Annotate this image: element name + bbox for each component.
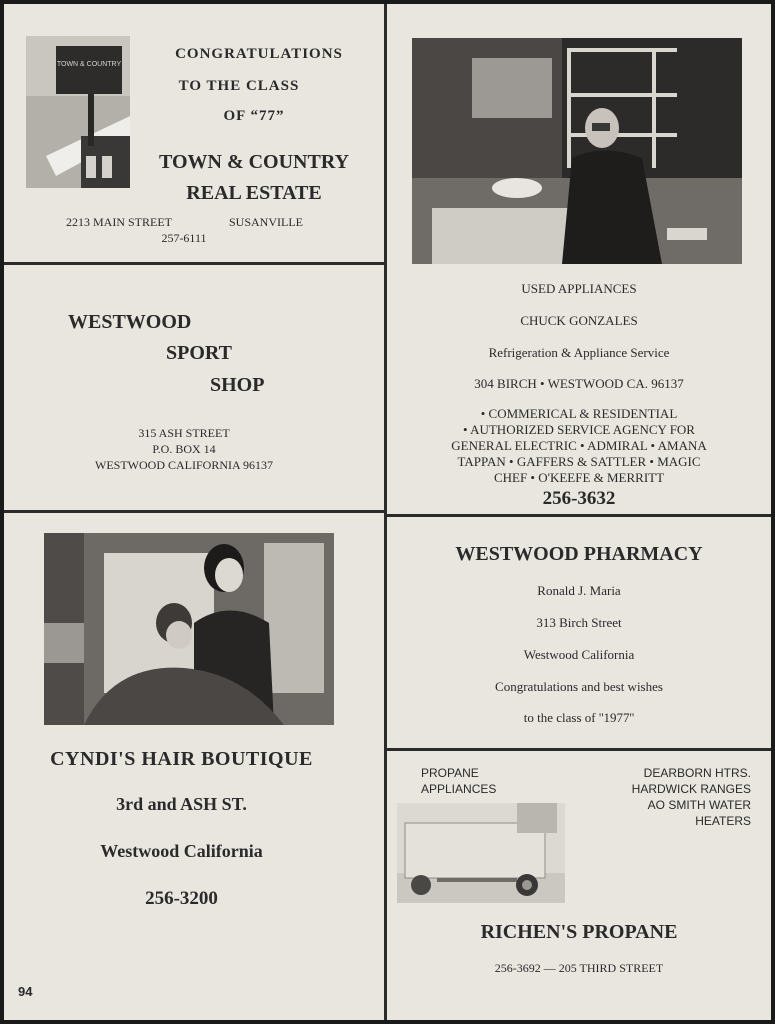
owner-name: CHUCK GONZALES bbox=[520, 313, 638, 328]
sport-shop-city: WESTWOOD CALIFORNIA 96137 bbox=[95, 458, 273, 472]
appliance-shop-photo bbox=[412, 38, 742, 264]
sport-shop-name-1: WESTWOOD bbox=[68, 311, 192, 333]
sport-shop-ad bbox=[4, 265, 384, 510]
services-line-2: • AUTHORIZED SERVICE AGENCY FOR bbox=[463, 422, 695, 437]
hair-boutique-address: 3rd and ASH ST. bbox=[116, 794, 247, 814]
yearbook-ad-page bbox=[4, 4, 771, 1020]
hair-boutique-phone: 256-3200 bbox=[145, 888, 218, 909]
propane-right-3: AO SMITH WATER bbox=[647, 798, 751, 812]
services-line-4: TAPPAN • GAFFERS & SATTLER • MAGIC bbox=[457, 454, 701, 469]
propane-name: RICHEN'S PROPANE bbox=[480, 921, 678, 943]
sport-shop-po-box: P.O. BOX 14 bbox=[152, 442, 216, 456]
sport-shop-street: 315 ASH STREET bbox=[138, 426, 230, 440]
pharmacy-name: WESTWOOD PHARMACY bbox=[455, 543, 703, 565]
page-number: 94 bbox=[18, 984, 33, 999]
services-line-3: GENERAL ELECTRIC • ADMIRAL • AMANA bbox=[451, 438, 707, 453]
hair-boutique-name: CYNDI'S HAIR BOUTIQUE bbox=[50, 748, 313, 770]
propane-right-1: DEARBORN HTRS. bbox=[643, 766, 751, 780]
congrats-line-2: TO THE CLASS bbox=[178, 78, 300, 94]
phone-number: 257-6111 bbox=[161, 231, 207, 245]
business-name-line-1: TOWN & COUNTRY bbox=[158, 151, 350, 173]
propane-truck-photo bbox=[397, 803, 565, 903]
hair-boutique-ad bbox=[4, 513, 384, 1020]
sport-shop-name-2: SPORT bbox=[166, 342, 232, 364]
sign-text: TOWN & COUNTRY bbox=[56, 61, 122, 68]
pharmacy-street: 313 Birch Street bbox=[536, 615, 622, 630]
propane-ad bbox=[387, 751, 771, 1020]
pharmacy-congrats: Congratulations and best wishes bbox=[495, 679, 663, 694]
appliances-phone: 256-3632 bbox=[542, 488, 616, 509]
pharmacy-class: to the class of ''1977'' bbox=[523, 710, 635, 725]
used-appliances-ad bbox=[387, 4, 771, 514]
city: SUSANVILLE bbox=[229, 215, 303, 229]
propane-right-4: HEATERS bbox=[695, 814, 751, 828]
business-name-line-2: REAL ESTATE bbox=[186, 182, 322, 204]
hair-boutique-city: Westwood California bbox=[100, 841, 263, 861]
propane-right-2: HARDWICK RANGES bbox=[631, 782, 751, 796]
congrats-line-1: CONGRATULATIONS bbox=[175, 46, 343, 62]
propane-left-1: PROPANE bbox=[421, 766, 479, 780]
services-line-5: CHEF • O'KEEFE & MERRITT bbox=[493, 470, 665, 485]
hair-salon-photo bbox=[44, 533, 334, 725]
appliances-address: 304 BIRCH • WESTWOOD CA. 96137 bbox=[474, 376, 684, 391]
town-country-ad bbox=[4, 4, 384, 262]
propane-left-2: APPLIANCES bbox=[421, 782, 497, 796]
pharmacy-owner: Ronald J. Maria bbox=[537, 583, 621, 598]
propane-contact: 256-3692 — 205 THIRD STREET bbox=[494, 961, 664, 975]
services-line-1: • COMMERICAL & RESIDENTIAL bbox=[480, 406, 678, 421]
pharmacy-ad bbox=[387, 517, 771, 748]
service-description: Refrigeration & Appliance Service bbox=[488, 345, 670, 360]
real-estate-sign-photo bbox=[26, 36, 130, 188]
street-address: 2213 MAIN STREET bbox=[66, 215, 172, 229]
pharmacy-city: Westwood California bbox=[523, 647, 635, 662]
appliances-heading: USED APPLIANCES bbox=[521, 281, 637, 296]
sport-shop-name-3: SHOP bbox=[210, 374, 265, 396]
congrats-line-3: OF “77” bbox=[223, 108, 285, 124]
